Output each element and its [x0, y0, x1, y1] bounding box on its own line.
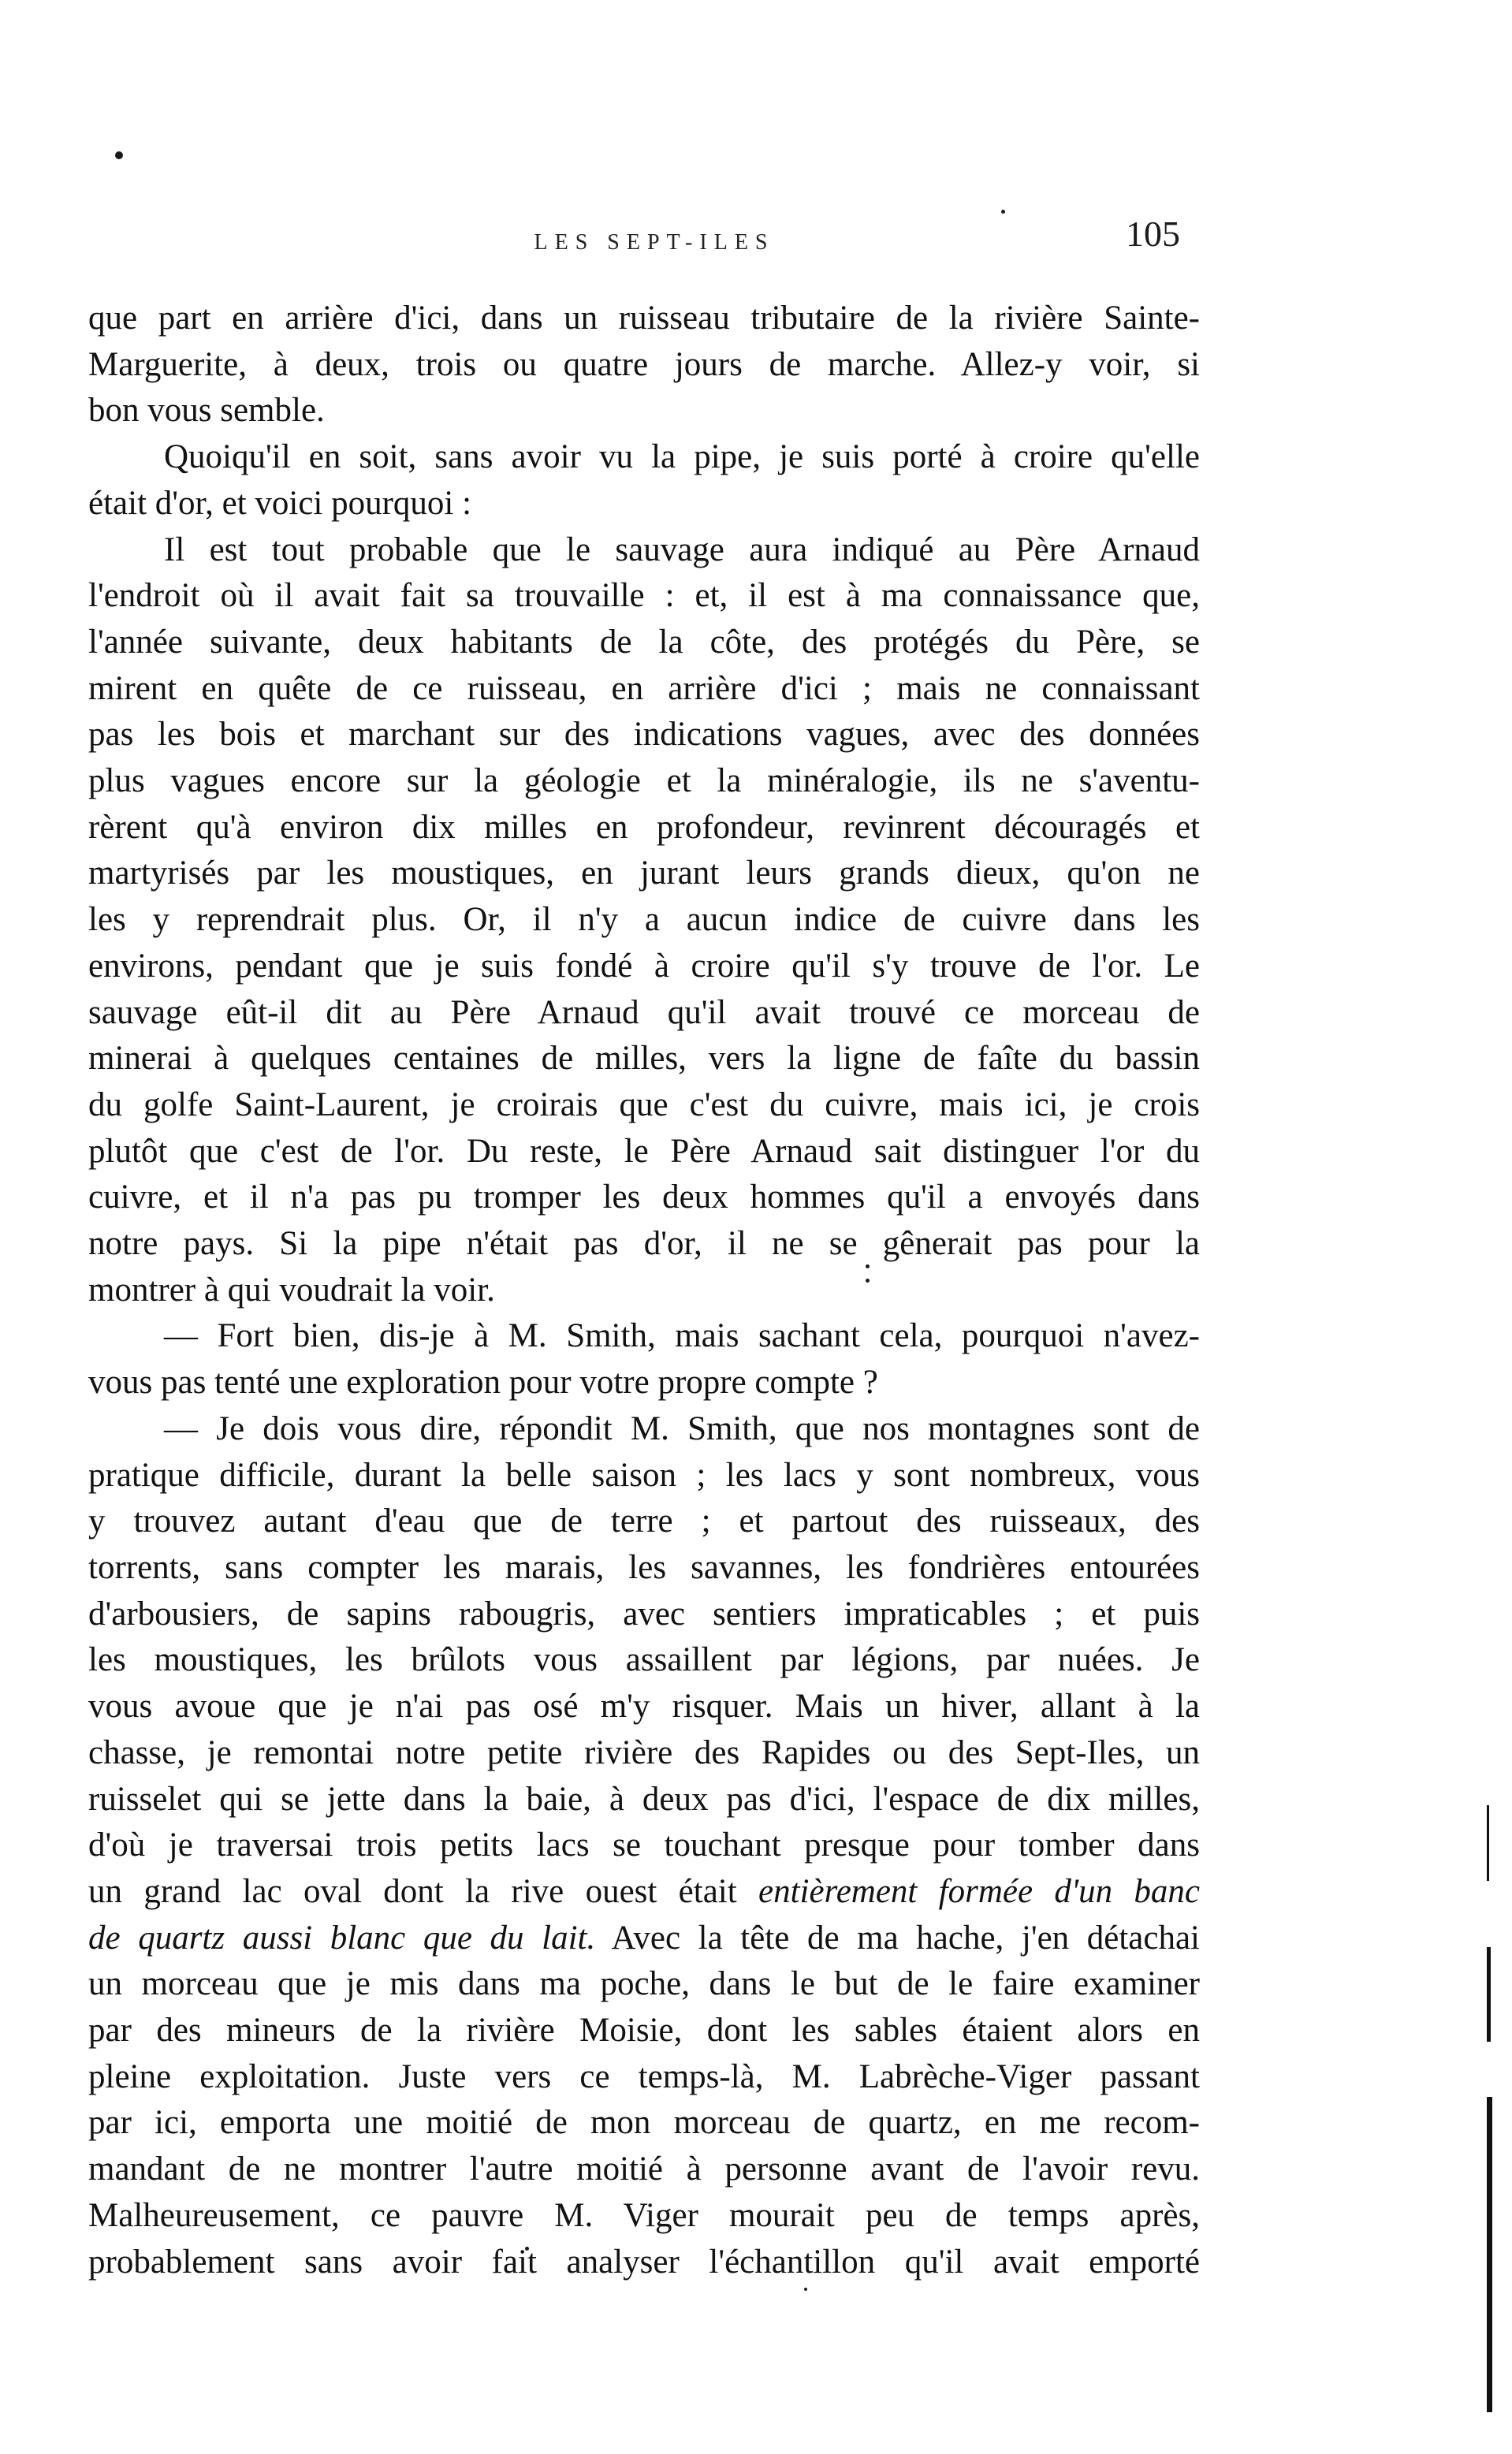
text-line — [88, 1916, 1200, 1962]
scan-speck — [804, 2288, 807, 2291]
text-line: vous avoue que je n'ai pas osé m'y risquer. Mais un hiver, allant à la — [88, 1688, 1200, 1726]
scan-margin-mark — [1487, 1947, 1491, 2042]
body-text — [88, 296, 1200, 2285]
text-line: probablement sans avoir fait analyser l'échantillon qu'il avait emporté — [88, 2243, 1200, 2281]
page-number: 105 — [1126, 214, 1180, 254]
text-line: Il est tout probable que le sauvage aura indiqué au Père Arnaud — [164, 531, 1200, 568]
text-line: vous pas tenté une exploration pour votre propre compte ? — [88, 1364, 878, 1402]
text-line: — Fort bien, dis-je à M. Smith, mais sachant cela, pourquoi n'avez- — [164, 1317, 1200, 1355]
text-line: Marguerite, à deux, trois ou quatre jours de marche. Allez-y voir, si — [88, 345, 1200, 383]
text-line: chasse, je remontai notre petite rivière des Rapides ou des Sept-Iles, un — [88, 1733, 1200, 1771]
text-segment: Avec la tête de ma hache, j'en détachai — [595, 1919, 1201, 1957]
text-line: Malheureusement, ce pauvre M. Viger mourait peu de temps après, — [88, 2196, 1200, 2234]
scan-margin-mark — [1487, 1805, 1489, 1881]
text-line: plutôt que c'est de l'or. Du reste, le Père Arnaud sait distinguer l'or du — [88, 1132, 1200, 1170]
text-line: minerai à quelques centaines de milles, vers la ligne de faîte du bassin — [88, 1040, 1200, 1078]
text-line: l'année suivante, deux habitants de la côte, des protégés du Père, se — [88, 623, 1200, 661]
text-line: d'arbousiers, de sapins rabougris, avec sentiers impraticables ; et puis — [88, 1595, 1200, 1633]
text-line: que part en arrière d'ici, dans un ruisseau tributaire de la rivière Sainte- — [88, 300, 1200, 337]
text-line: sauvage eût-il dit au Père Arnaud qu'il avait trouvé ce morceau de — [88, 993, 1200, 1031]
running-title: LES SEPT-ILES — [534, 230, 775, 255]
text-segment: entièrement formée d'un banc — [758, 1872, 1201, 1910]
scan-speck — [1001, 210, 1005, 214]
text-line: pratique difficile, durant la belle saison ; les lacs y sont nombreux, vous — [88, 1456, 1200, 1494]
text-line: les moustiques, les brûlots vous assaillent par légions, par nuées. Je — [88, 1641, 1200, 1679]
text-line: par ici, emporta une moitié de mon morceau de quartz, en me recom- — [88, 2104, 1200, 2142]
text-line: torrents, sans compter les marais, les savannes, les fondrières entourées — [88, 1548, 1200, 1586]
text-line: mandant de ne montrer l'autre moitié à personne avant de l'avoir revu. — [88, 2151, 1200, 2188]
text-line: — Je dois vous dire, répondit M. Smith, que nos montagnes sont de — [164, 1409, 1200, 1447]
text-line: rèrent qu'à environ dix milles en profondeur, revinrent découragés et — [88, 808, 1200, 846]
text-line: ruisselet qui se jette dans la baie, à deux pas d'ici, l'espace de dix milles, — [88, 1780, 1200, 1818]
text-line: montrer à qui voudrait la voir. — [88, 1271, 495, 1309]
text-line: y trouvez autant d'eau que de terre ; et partout des ruisseaux, des — [88, 1503, 1200, 1540]
text-segment: un grand lac oval dont la rive ouest était — [88, 1872, 758, 1910]
scan-margin-mark — [1487, 2097, 1492, 2412]
text-line: cuivre, et il n'a pas pu tromper les deux hommes qu'il a envoyés dans — [88, 1179, 1200, 1216]
text-line: pleine exploitation. Juste vers ce temps-là, M. Labrèche-Viger passant — [88, 2057, 1200, 2095]
text-line: d'où je traversai trois petits lacs se touchant presque pour tomber dans — [88, 1827, 1200, 1864]
text-line: Quoiqu'il en soit, sans avoir vu la pipe, je suis porté à croire qu'elle — [164, 438, 1200, 476]
text-segment: de quartz aussi blanc que du lait. — [88, 1919, 596, 1957]
text-line: par des mineurs de la rivière Moisie, dont les sables étaient alors en — [88, 2012, 1200, 2050]
text-line: pas les bois et marchant sur des indications vagues, avec des données — [88, 716, 1200, 754]
text-line: l'endroit où il avait fait sa trouvaille : et, il est à ma connaissance que, — [88, 577, 1200, 615]
scan-speck — [115, 151, 123, 159]
text-line: était d'or, et voici pourquoi : — [88, 484, 472, 522]
text-line: les y reprendrait plus. Or, il n'y a aucun indice de cuivre dans les — [88, 901, 1200, 939]
text-line: du golfe Saint-Laurent, je croirais que c'est du cuivre, mais ici, je crois — [88, 1085, 1200, 1123]
text-line — [88, 1869, 1200, 1916]
text-line: martyrisés par les moustiques, en jurant leurs grands dieux, qu'on ne — [88, 855, 1200, 892]
text-line: plus vagues encore sur la géologie et la minéralogie, ils ne s'aventu- — [88, 762, 1200, 800]
text-line: un morceau que je mis dans ma poche, dans le but de le faire examiner — [88, 1965, 1200, 2003]
text-line: notre pays. Si la pipe n'était pas d'or, il ne se gênerait pas pour la — [88, 1225, 1200, 1263]
text-line: mirent en quête de ce ruisseau, en arrière d'ici ; mais ne connaissant — [88, 669, 1200, 707]
text-line: bon vous semble. — [88, 392, 325, 430]
text-line: environs, pendant que je suis fondé à croire qu'il s'y trouve de l'or. Le — [88, 947, 1200, 985]
